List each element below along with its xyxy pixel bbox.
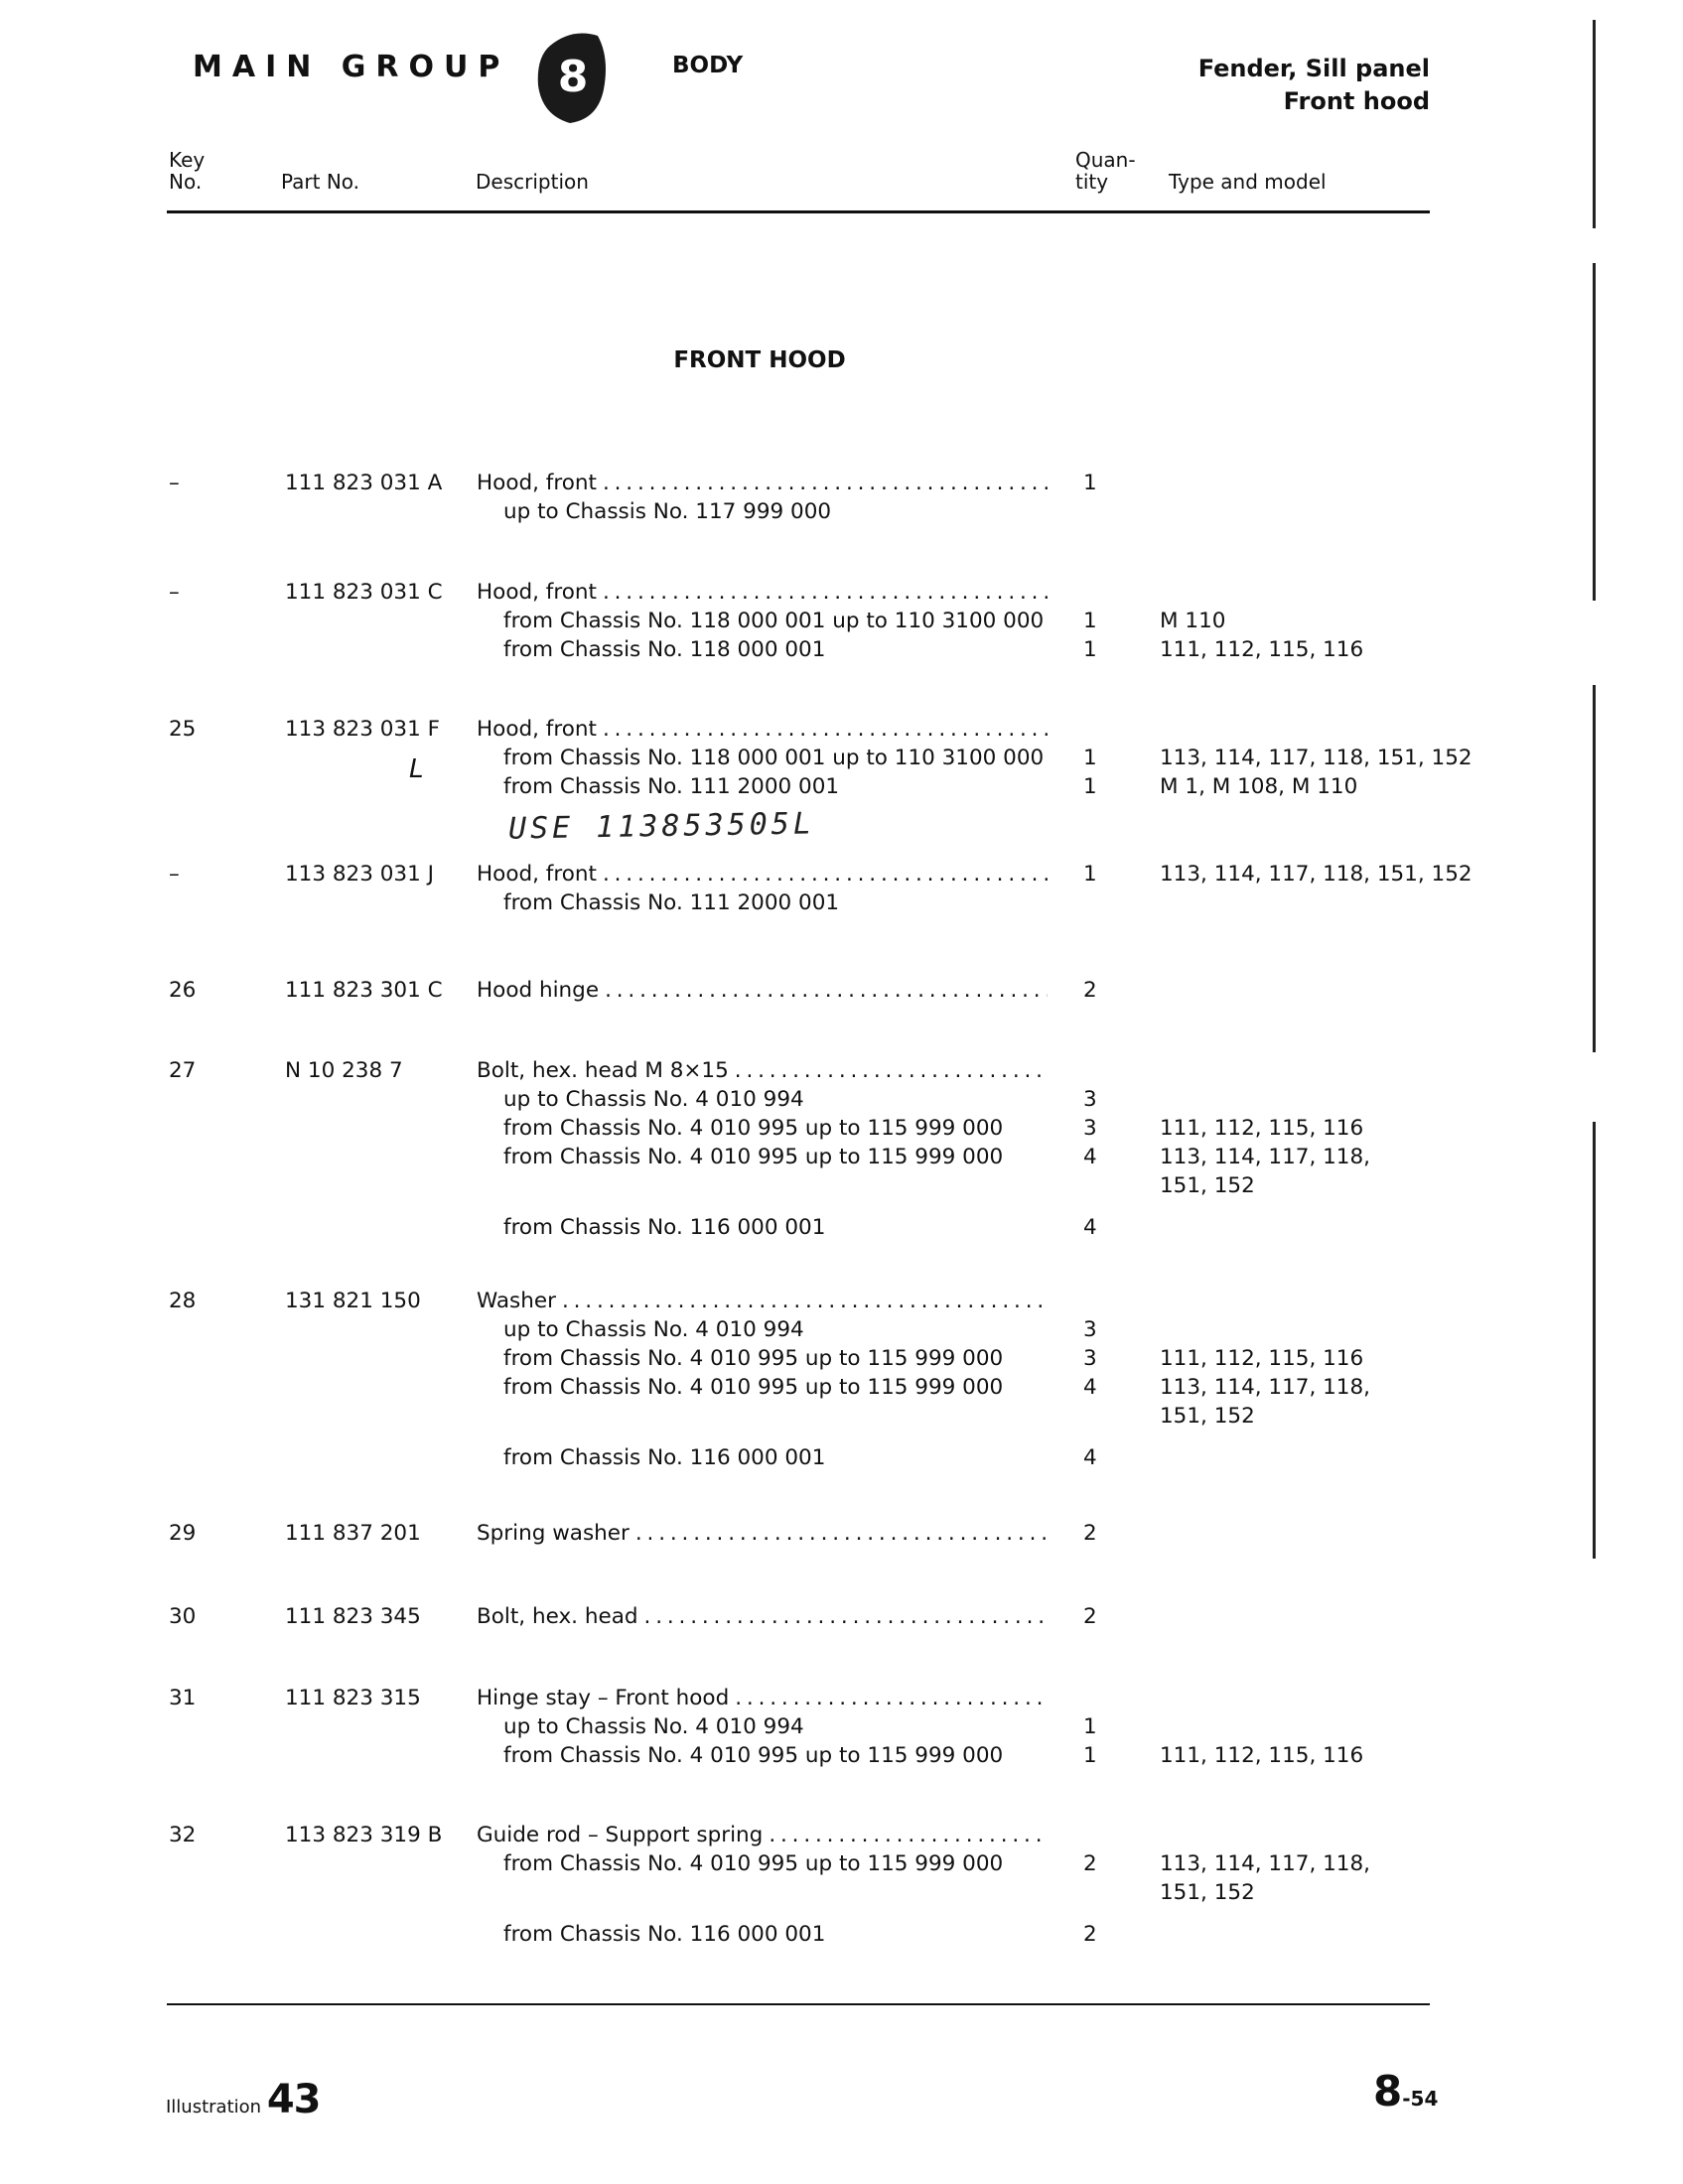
- handwritten-note: USE 113853505L: [507, 806, 816, 847]
- sub-type-model: 113, 114, 117, 118,: [1160, 1375, 1370, 1400]
- group-number-badge: [536, 28, 608, 125]
- footer-rule: [167, 2003, 1430, 2005]
- col-part-header: Part No.: [281, 170, 360, 194]
- key-number: –: [169, 862, 180, 887]
- leader-dots: [735, 1684, 1048, 1712]
- key-number: –: [169, 471, 180, 495]
- illustration-ref: [166, 2077, 320, 2122]
- sub-quantity: 3: [1083, 1087, 1097, 1112]
- description-text: Hood, front: [477, 471, 597, 495]
- part-number: 111 837 201: [285, 1521, 421, 1546]
- col-qty-line2: tity: [1075, 170, 1109, 194]
- sub-type-model: 111, 112, 115, 116: [1160, 1116, 1364, 1141]
- sub-quantity: 3: [1083, 1346, 1097, 1371]
- key-number: 28: [169, 1289, 197, 1313]
- type-model: 113, 114, 117, 118, 151, 152: [1160, 862, 1473, 887]
- description: [477, 1602, 1048, 1631]
- leader-dots: [605, 976, 1048, 1005]
- description-text: Hood hinge: [477, 978, 600, 1003]
- sub-type-model: 151, 152: [1160, 1173, 1255, 1198]
- sub-quantity: 4: [1083, 1215, 1097, 1241]
- part-number: 111 823 031 A: [285, 471, 443, 495]
- sub-type-model: 111, 112, 115, 116: [1160, 1346, 1364, 1371]
- sub-quantity: 1: [1083, 1714, 1097, 1739]
- description-text: Bolt, hex. head: [477, 1604, 638, 1629]
- sub-quantity: 3: [1083, 1116, 1097, 1141]
- quantity: 1: [1083, 862, 1097, 887]
- sub-description: from Chassis No. 4 010 995 up to 115 999 000: [503, 1116, 1004, 1141]
- handwritten-suffix: L: [409, 754, 424, 784]
- illustration-number: 43: [266, 2077, 321, 2122]
- leader-dots: [603, 715, 1048, 744]
- sub-description: from Chassis No. 118 000 001: [503, 637, 826, 662]
- description: [477, 1519, 1048, 1548]
- key-number: –: [169, 580, 180, 605]
- sub-quantity: 3: [1083, 1317, 1097, 1342]
- part-number: 113 823 031 J: [285, 862, 434, 887]
- sub-quantity: 2: [1083, 1851, 1097, 1876]
- key-number: 29: [169, 1521, 197, 1546]
- page-number-sub: -54: [1402, 2087, 1439, 2111]
- sub-description: from Chassis No. 4 010 995 up to 115 999 000: [503, 1346, 1004, 1371]
- part-number: 111 823 315: [285, 1686, 421, 1710]
- sub-description: from Chassis No. 116 000 001: [503, 1922, 826, 1948]
- sub-description: from Chassis No. 4 010 995 up to 115 999 000: [503, 1145, 1004, 1169]
- section-heading: FRONT HOOD: [673, 347, 846, 373]
- sub-type-model: M 110: [1160, 609, 1226, 633]
- section-title-line2: Front hood: [1283, 87, 1430, 115]
- sub-description: up to Chassis No. 4 010 994: [503, 1714, 804, 1739]
- sub-description: from Chassis No. 4 010 995 up to 115 999 000: [503, 1375, 1004, 1400]
- description-text: Hood, front: [477, 580, 597, 605]
- sub-quantity: 2: [1083, 1922, 1097, 1948]
- col-qty-header: [1075, 149, 1136, 193]
- scan-edge-line: [1593, 685, 1596, 1052]
- page-number-main: 8: [1373, 2067, 1403, 2116]
- col-key-line1: Key: [169, 148, 206, 172]
- description-text: Guide rod – Support spring: [477, 1823, 764, 1847]
- sub-type-model: 113, 114, 117, 118,: [1160, 1145, 1370, 1169]
- description-text: Spring washer: [477, 1521, 630, 1546]
- main-group-label: MAIN GROUP: [193, 50, 510, 84]
- sub-description: from Chassis No. 116 000 001: [503, 1445, 826, 1471]
- sub-description: from Chassis No. 4 010 995 up to 115 999 000: [503, 1851, 1004, 1876]
- col-description-header: Description: [476, 170, 589, 194]
- leader-dots: [735, 1056, 1048, 1085]
- sub-quantity: 1: [1083, 746, 1097, 770]
- quantity: 1: [1083, 471, 1097, 495]
- sub-quantity: 4: [1083, 1145, 1097, 1169]
- description: [477, 1821, 1048, 1849]
- description-text: Hood, front: [477, 862, 597, 887]
- description: [477, 1287, 1048, 1315]
- description: [477, 1684, 1048, 1712]
- key-number: 32: [169, 1823, 197, 1847]
- sub-quantity: 1: [1083, 1743, 1097, 1768]
- leader-dots: [635, 1519, 1048, 1548]
- sub-quantity: 1: [1083, 774, 1097, 799]
- leader-dots: [603, 578, 1048, 607]
- sub-quantity: 4: [1083, 1445, 1097, 1471]
- group-name: BODY: [672, 53, 744, 78]
- sub-type-model: 113, 114, 117, 118,: [1160, 1851, 1370, 1876]
- leader-dots: [644, 1602, 1048, 1631]
- col-key-line2: No.: [169, 170, 203, 194]
- description: [477, 976, 1048, 1005]
- key-number: 30: [169, 1604, 197, 1629]
- key-number: 26: [169, 978, 197, 1003]
- sub-description: up to Chassis No. 117 999 000: [503, 499, 832, 524]
- sub-type-model: 151, 152: [1160, 1880, 1255, 1905]
- part-number: 113 823 031 F: [285, 717, 440, 742]
- col-type-header: Type and model: [1169, 170, 1327, 194]
- sub-description: up to Chassis No. 4 010 994: [503, 1087, 804, 1112]
- key-number: 25: [169, 717, 197, 742]
- page-number: [1373, 2067, 1438, 2116]
- key-number: 27: [169, 1058, 197, 1083]
- scan-edge-line: [1593, 263, 1596, 601]
- part-number: N 10 238 7: [285, 1058, 403, 1083]
- col-key-header: [169, 149, 205, 193]
- quantity: 2: [1083, 1521, 1097, 1546]
- leader-dots: [603, 469, 1048, 497]
- sub-type-model: 151, 152: [1160, 1404, 1255, 1429]
- description-text: Hinge stay – Front hood: [477, 1686, 730, 1710]
- sub-description: from Chassis No. 118 000 001 up to 110 3100 000: [503, 746, 1045, 770]
- sub-quantity: 4: [1083, 1375, 1097, 1400]
- illustration-label: Illustration: [166, 2097, 262, 2117]
- sub-description: from Chassis No. 4 010 995 up to 115 999 000: [503, 1743, 1004, 1768]
- description: [477, 860, 1048, 888]
- section-title-line1: Fender, Sill panel: [1197, 55, 1430, 82]
- description: [477, 1056, 1048, 1085]
- sub-description: from Chassis No. 111 2000 001: [503, 774, 840, 799]
- part-number: 111 823 031 C: [285, 580, 443, 605]
- sub-type-model: 113, 114, 117, 118, 151, 152: [1160, 746, 1473, 770]
- sub-quantity: 1: [1083, 637, 1097, 662]
- part-number: 111 823 345: [285, 1604, 421, 1629]
- sub-type-model: 111, 112, 115, 116: [1160, 637, 1364, 662]
- leader-dots: [769, 1821, 1048, 1849]
- sub-type-model: M 1, M 108, M 110: [1160, 774, 1358, 799]
- group-number: 8: [557, 52, 589, 102]
- part-number: 111 823 301 C: [285, 978, 443, 1003]
- description: [477, 578, 1048, 607]
- description-text: Hood, front: [477, 717, 597, 742]
- sub-description: from Chassis No. 111 2000 001: [503, 890, 840, 915]
- header-rule: [167, 210, 1430, 213]
- description: [477, 715, 1048, 744]
- scan-edge-line: [1593, 20, 1596, 228]
- part-number: 131 821 150: [285, 1289, 421, 1313]
- col-qty-line1: Quan-: [1075, 148, 1136, 172]
- sub-type-model: 111, 112, 115, 116: [1160, 1743, 1364, 1768]
- quantity: 2: [1083, 978, 1097, 1003]
- description-text: Bolt, hex. head M 8×15: [477, 1058, 729, 1083]
- description: [477, 469, 1048, 497]
- sub-description: up to Chassis No. 4 010 994: [503, 1317, 804, 1342]
- sub-description: from Chassis No. 116 000 001: [503, 1215, 826, 1241]
- key-number: 31: [169, 1686, 197, 1710]
- description-text: Washer: [477, 1289, 556, 1313]
- part-number: 113 823 319 B: [285, 1823, 443, 1847]
- sub-quantity: 1: [1083, 609, 1097, 633]
- quantity: 2: [1083, 1604, 1097, 1629]
- scan-edge-line: [1593, 1122, 1596, 1559]
- sub-description: from Chassis No. 118 000 001 up to 110 3100 000: [503, 609, 1045, 633]
- leader-dots: [603, 860, 1048, 888]
- leader-dots: [562, 1287, 1048, 1315]
